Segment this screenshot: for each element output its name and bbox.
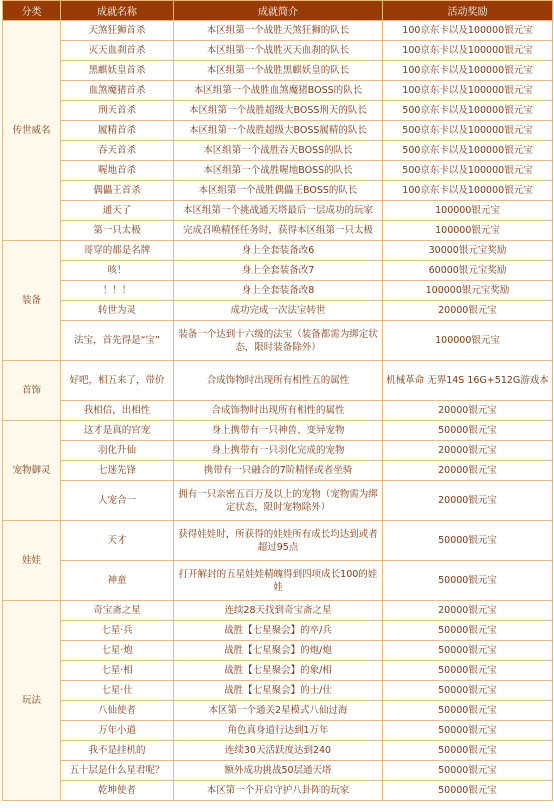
reward-cell: 100京东卡以及100000银元宝 <box>383 81 553 101</box>
reward-cell: 100000银元宝 <box>383 201 553 221</box>
reward-cell: 30000银元宝奖励 <box>383 241 553 261</box>
reward-cell: 50000银元宝 <box>383 761 553 781</box>
table-row <box>3 661 553 681</box>
achievement-description-cell: 身上全套装备改8 <box>174 281 383 301</box>
achievement-description-cell: 完成召唤精怪任务时，获得本区组第一只太极 <box>174 221 383 241</box>
category-cell: 传世威名 <box>3 21 61 241</box>
reward-cell: 50000银元宝 <box>383 621 553 641</box>
table-row <box>3 301 553 321</box>
achievement-description-cell: 获得娃娃时，所获得的娃娃所有成长均达到或者超过95点 <box>174 521 383 561</box>
reward-cell: 100京东卡以及100000银元宝 <box>383 41 553 61</box>
category-cell: 娃娃 <box>3 521 61 601</box>
achievement-description-cell: 战胜【七星聚会】的卒/兵 <box>174 621 383 641</box>
achievement-description-cell: 连续30天活跃度达到240 <box>174 741 383 761</box>
achievement-description-cell: 本区组第一个战胜超级大BOSS履精的队长 <box>174 121 383 141</box>
achievement-name-cell: 天煞狂狮首杀 <box>61 21 174 41</box>
achievement-name-cell: 万年小道 <box>61 721 174 741</box>
achievement-name-cell: 喔地首杀 <box>61 161 174 181</box>
achievement-name-cell: 第一只太极 <box>61 221 174 241</box>
reward-cell: 20000银元宝 <box>383 301 553 321</box>
category-cell: 宠物御灵 <box>3 421 61 521</box>
achievement-name-cell: 五十层是什么星君呢？ <box>61 761 174 781</box>
table-row <box>3 761 553 781</box>
category-cell: 装备 <box>3 241 61 361</box>
table-row <box>3 41 553 61</box>
achievement-description-cell: 本区组第一个战胜偶儡王BOSS的队长 <box>174 181 383 201</box>
table-row <box>3 421 553 441</box>
table-body <box>3 21 553 801</box>
achievement-name-cell: 这才是真的官宠 <box>61 421 174 441</box>
table-row <box>3 461 553 481</box>
table-row <box>3 601 553 621</box>
achievement-description-cell: 本区组第一个战胜血煞魔猪BOSS的队长 <box>174 81 383 101</box>
achievement-name-cell: 履精首杀 <box>61 121 174 141</box>
achievement-description-cell: 身上携带有一只羽化完成的宠物 <box>174 441 383 461</box>
achievement-description-cell: 战胜【七星聚会】的象/相 <box>174 661 383 681</box>
header-reward: 活动奖励 <box>383 1 553 21</box>
reward-cell: 20000银元宝 <box>383 461 553 481</box>
reward-cell: 机械革命 无界14S 16G+512G游戏本 <box>383 361 553 401</box>
achievement-description-cell: 本区组第一个战胜超级大BOSS刑天的队长 <box>174 101 383 121</box>
table-row <box>3 101 553 121</box>
achievement-name-cell: 七星·相 <box>61 661 174 681</box>
achievement-description-cell: 战胜【七星聚会】的炮/炮 <box>174 641 383 661</box>
achievement-description-cell: 合成饰物时出现所有相性五的属性 <box>174 361 383 401</box>
achievement-name-cell: 转世为灵 <box>61 301 174 321</box>
table-row <box>3 521 553 561</box>
achievement-name-cell: 我不是挂机的 <box>61 741 174 761</box>
reward-cell: 100000银元宝奖励 <box>383 281 553 301</box>
achievement-description-cell: 本区第一个开启守护八卦阵的玩家 <box>174 781 383 801</box>
reward-cell: 50000银元宝 <box>383 641 553 661</box>
table-row <box>3 281 553 301</box>
achievement-description-cell: 打开解封的五星娃娃精魄得到四项成长100的娃娃 <box>174 561 383 601</box>
table-row <box>3 81 553 101</box>
reward-cell: 50000银元宝 <box>383 721 553 741</box>
achievement-name-cell: 我相信，出相性 <box>61 401 174 421</box>
achievement-description-cell: 身上全套装备改6 <box>174 241 383 261</box>
achievement-name-cell: ！！！ <box>61 281 174 301</box>
achievement-table <box>2 0 553 801</box>
reward-cell: 20000银元宝 <box>383 601 553 621</box>
reward-cell: 50000银元宝 <box>383 421 553 441</box>
table-row <box>3 781 553 801</box>
achievement-name-cell: 七星·炮 <box>61 641 174 661</box>
table-row <box>3 681 553 701</box>
reward-cell: 50000银元宝 <box>383 741 553 761</box>
reward-cell: 50000银元宝 <box>383 781 553 801</box>
achievement-name-cell: 人宠合一 <box>61 481 174 521</box>
table-row <box>3 21 553 41</box>
achievement-name-cell: 羽化升仙 <box>61 441 174 461</box>
achievement-name-cell: 偶儡王首杀 <box>61 181 174 201</box>
table-row <box>3 401 553 421</box>
achievement-description-cell: 身上全套装备改7 <box>174 261 383 281</box>
achievement-description-cell: 本区组第一个战胜黑麒妖皇的队长 <box>174 61 383 81</box>
achievement-description-cell: 合成饰物时出现所有相性的属性 <box>174 401 383 421</box>
table-row <box>3 321 553 361</box>
achievement-name-cell: 灭天血刹首杀 <box>61 41 174 61</box>
achievement-table-container <box>2 0 552 801</box>
achievement-description-cell: 额外成功挑战50层通天塔 <box>174 761 383 781</box>
achievement-name-cell: 奇宝斋之星 <box>61 601 174 621</box>
achievement-name-cell: 七星·兵 <box>61 621 174 641</box>
table-row <box>3 441 553 461</box>
achievement-name-cell: 七迷先锋 <box>61 461 174 481</box>
achievement-name-cell: 通天了 <box>61 201 174 221</box>
achievement-description-cell: 携带有一只融合的7阶精怪或者坐骑 <box>174 461 383 481</box>
header-row <box>3 1 553 21</box>
reward-cell: 100000银元宝 <box>383 221 553 241</box>
table-row <box>3 361 553 401</box>
table-row <box>3 141 553 161</box>
achievement-description-cell: 装备一个达到十六级的法宝（装备都需为绑定状态，限时装备除外） <box>174 321 383 361</box>
reward-cell: 100000银元宝 <box>383 321 553 361</box>
achievement-name-cell: 咳！ <box>61 261 174 281</box>
reward-cell: 50000银元宝 <box>383 701 553 721</box>
achievement-description-cell: 身上携带有一只神兽、变异宠物 <box>174 421 383 441</box>
table-row <box>3 561 553 601</box>
table-row <box>3 201 553 221</box>
achievement-description-cell: 连续28天找到奇宝斋之星 <box>174 601 383 621</box>
achievement-description-cell: 本区组第一个挑战通天塔最后一层成功的玩家 <box>174 201 383 221</box>
reward-cell: 500京东卡以及100000银元宝 <box>383 161 553 181</box>
achievement-name-cell: 刑天首杀 <box>61 101 174 121</box>
reward-cell: 50000银元宝 <box>383 521 553 561</box>
achievement-description-cell: 战胜【七星聚会】的士/仕 <box>174 681 383 701</box>
achievement-name-cell: 血煞魔猪首杀 <box>61 81 174 101</box>
achievement-name-cell: 乾坤使者 <box>61 781 174 801</box>
achievement-description-cell: 本区组第一个战胜天煞狂狮的队长 <box>174 21 383 41</box>
achievement-description-cell: 成功完成一次法宝转世 <box>174 301 383 321</box>
table-row <box>3 741 553 761</box>
header-category: 分类 <box>3 1 61 21</box>
achievement-name-cell: 天才 <box>61 521 174 561</box>
achievement-description-cell: 角色真身道行达到1万年 <box>174 721 383 741</box>
reward-cell: 500京东卡以及100000银元宝 <box>383 101 553 121</box>
reward-cell: 100京东卡以及100000银元宝 <box>383 21 553 41</box>
table-row <box>3 121 553 141</box>
reward-cell: 500京东卡以及100000银元宝 <box>383 121 553 141</box>
reward-cell: 100京东卡以及100000银元宝 <box>383 181 553 201</box>
reward-cell: 20000银元宝 <box>383 441 553 461</box>
achievement-description-cell: 本区组第一个战胜吞天BOSS的队长 <box>174 141 383 161</box>
header-name: 成就名称 <box>61 1 174 21</box>
achievement-name-cell: 吞天首杀 <box>61 141 174 161</box>
achievement-description-cell: 本区组第一个战胜灭天血刹的队长 <box>174 41 383 61</box>
achievement-description-cell: 拥有一只亲密五百万及以上的宠物（宠物需为绑定状态，限时宠物除外） <box>174 481 383 521</box>
table-row <box>3 61 553 81</box>
achievement-name-cell: 好吧，相五来了，带价 <box>61 361 174 401</box>
reward-cell: 60000银元宝奖励 <box>383 261 553 281</box>
achievement-name-cell: 黑麒妖皇首杀 <box>61 61 174 81</box>
table-row <box>3 221 553 241</box>
achievement-name-cell: 神童 <box>61 561 174 601</box>
achievement-name-cell: 哥穿的都是名牌 <box>61 241 174 261</box>
reward-cell: 50000银元宝 <box>383 681 553 701</box>
achievement-name-cell: 八仙使者 <box>61 701 174 721</box>
table-row <box>3 241 553 261</box>
category-cell: 玩法 <box>3 601 61 801</box>
table-row <box>3 481 553 521</box>
reward-cell: 100京东卡以及100000银元宝 <box>383 61 553 81</box>
table-row <box>3 181 553 201</box>
table-row <box>3 701 553 721</box>
achievement-name-cell: 七星·仕 <box>61 681 174 701</box>
achievement-description-cell: 本区组第一个战胜喔地BOSS的队长 <box>174 161 383 181</box>
table-row <box>3 161 553 181</box>
achievement-name-cell: 法宝，首先得是“宝” <box>61 321 174 361</box>
table-row <box>3 641 553 661</box>
table-row <box>3 621 553 641</box>
category-cell: 首饰 <box>3 361 61 421</box>
reward-cell: 20000银元宝 <box>383 481 553 521</box>
reward-cell: 50000银元宝 <box>383 661 553 681</box>
header-description: 成就简介 <box>174 1 383 21</box>
achievement-description-cell: 本区第一个通关2星模式八仙过海 <box>174 701 383 721</box>
table-row <box>3 721 553 741</box>
reward-cell: 20000银元宝 <box>383 401 553 421</box>
table-row <box>3 261 553 281</box>
reward-cell: 500京东卡以及100000银元宝 <box>383 141 553 161</box>
reward-cell: 50000银元宝 <box>383 561 553 601</box>
